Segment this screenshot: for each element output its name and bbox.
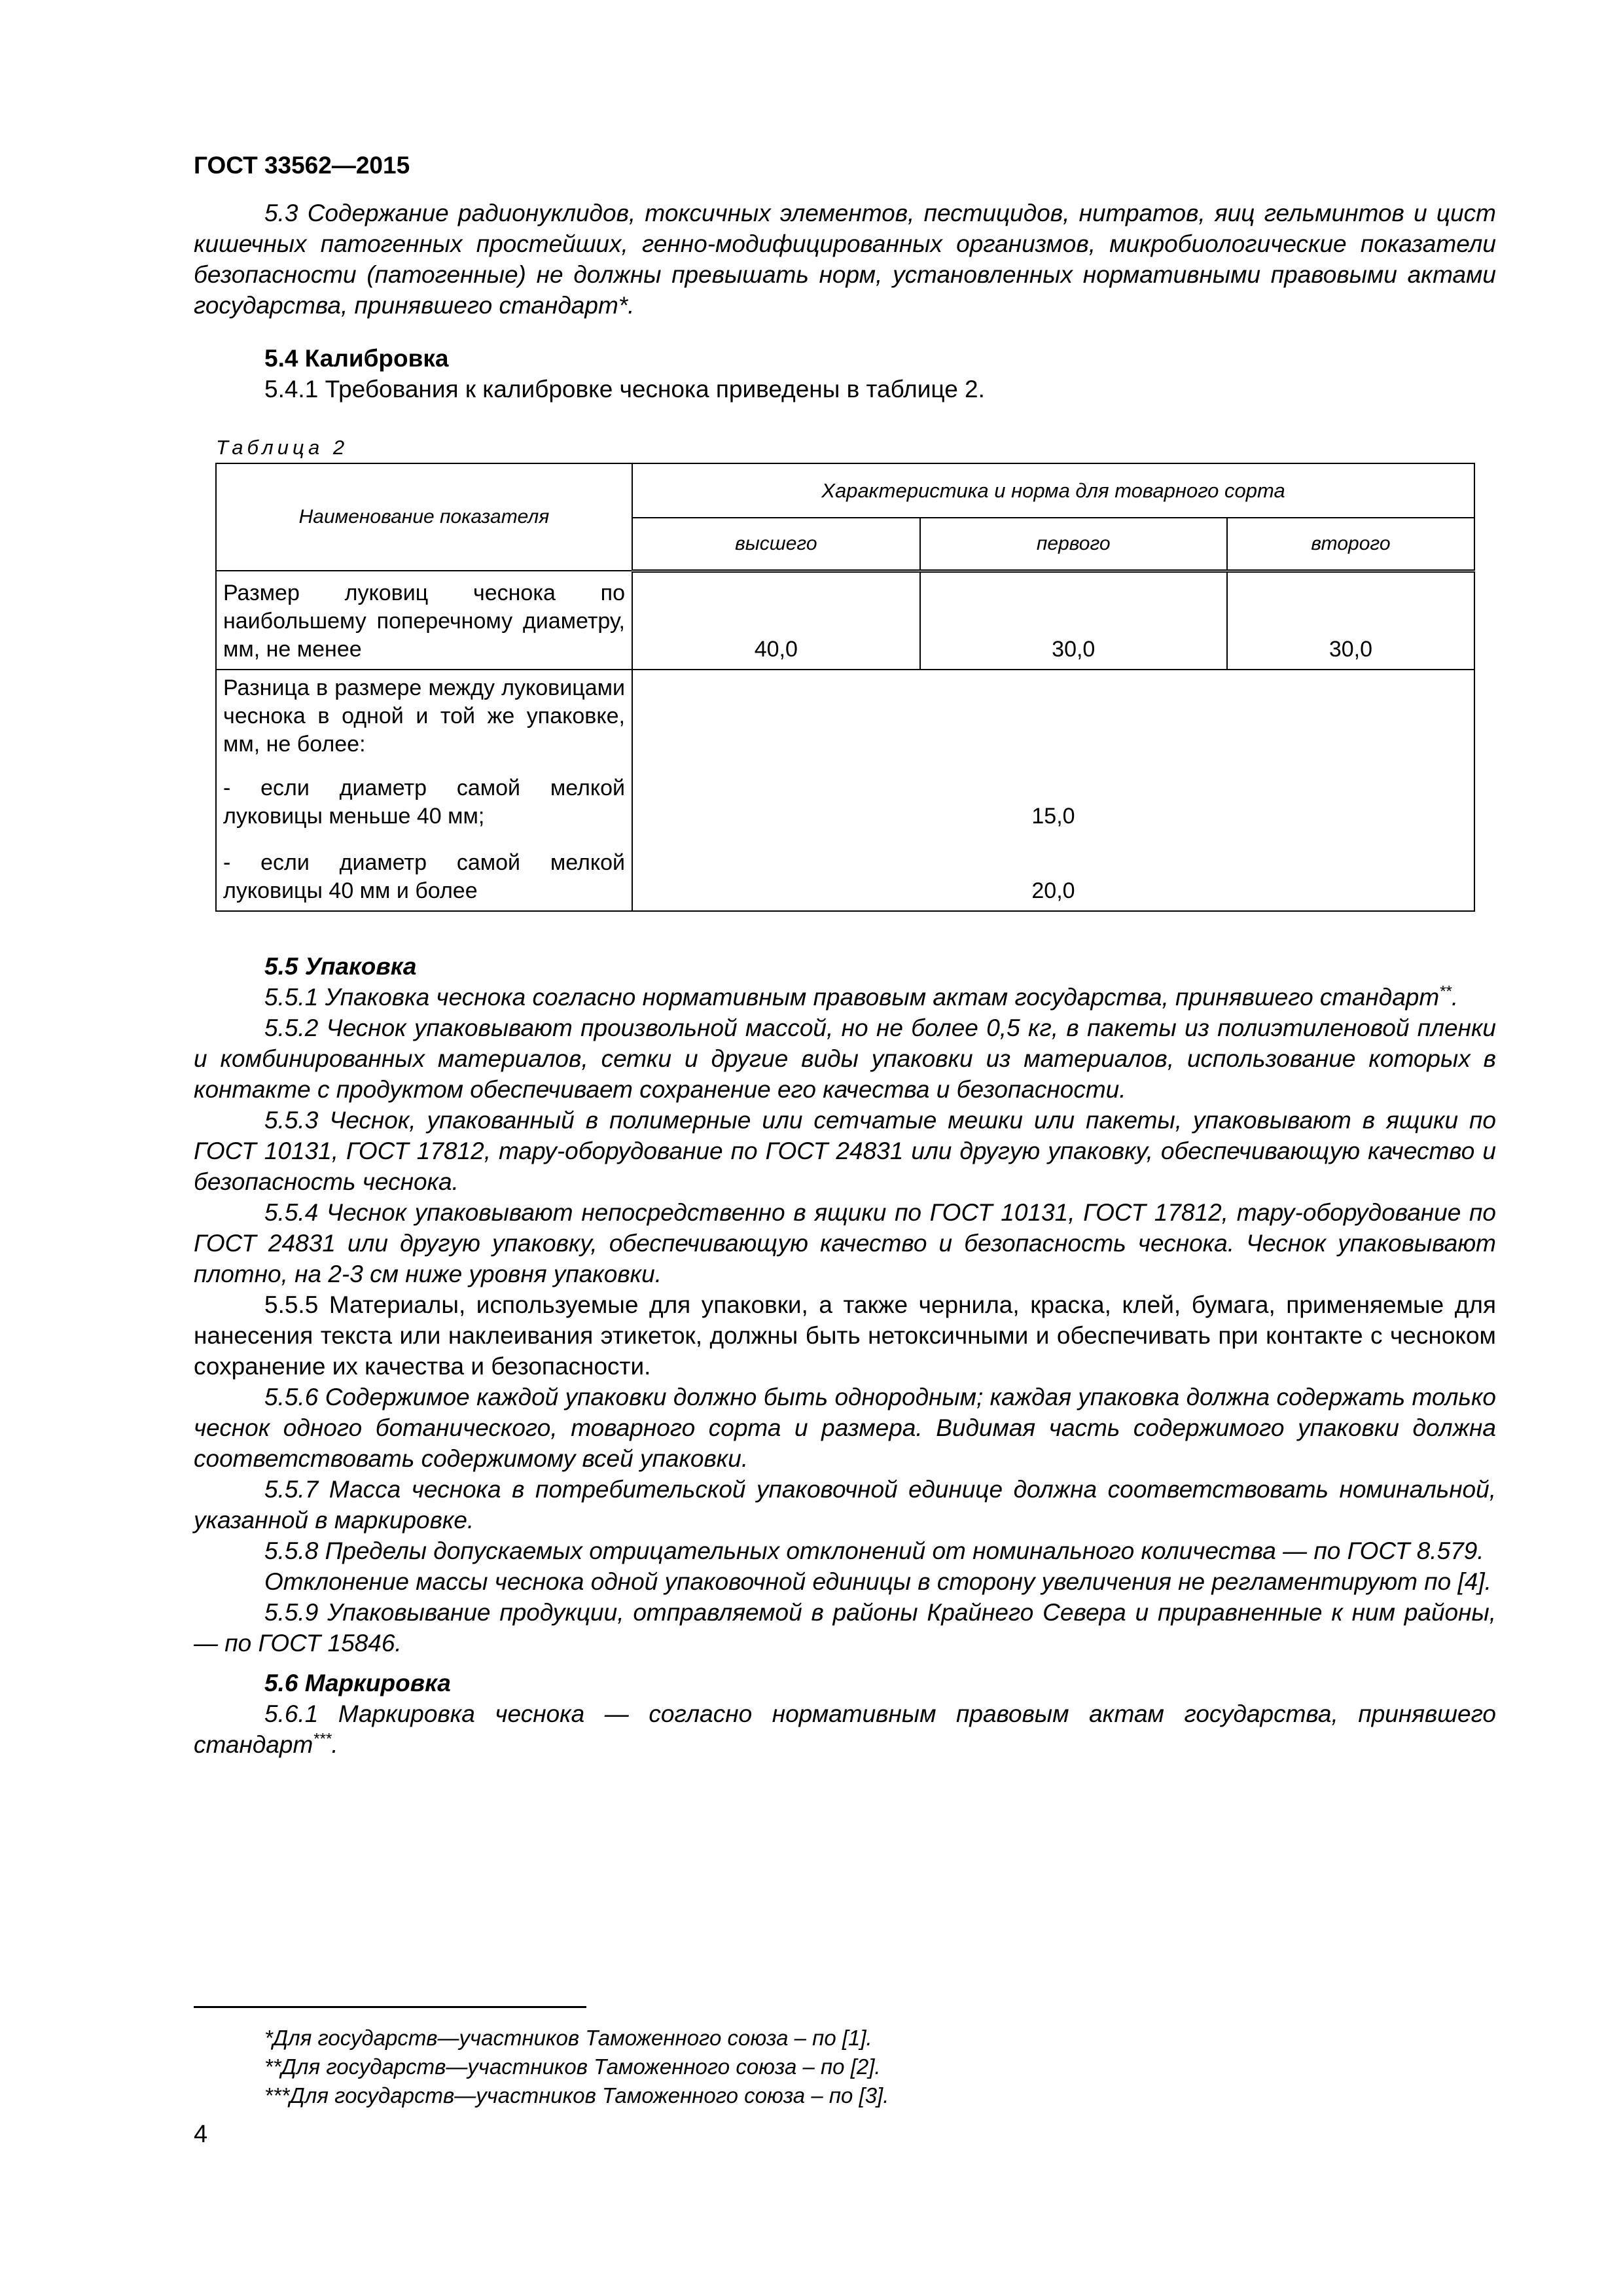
table-head-grade-first: первого [920, 518, 1227, 571]
page-number: 4 [194, 2121, 208, 2148]
footnote-1: *Для государств—участников Таможенного союза – по [1]. [264, 2026, 872, 2050]
paragraph-5-5-3: 5.5.3 Чеснок, упакованный в полимерные или сетчатые мешки или пакеты, упаковывают в ящики по ГОСТ 10131, ГОСТ 17812, тару-оборудование по ГОСТ 24831 или другую упаковку, обеспечивающую качество и безопасность чеснока. [194, 1107, 1496, 1195]
paragraph-5-5-8: 5.5.8 Пределы допускаемых отрицательных отклонений от номинального количества — по ГОСТ 8.579. [264, 1537, 1484, 1564]
section-5-5 [194, 951, 1496, 1760]
paragraph-5-5-4: 5.5.4 Чеснок упаковывают непосредственно в ящики по ГОСТ 10131, ГОСТ 17812, тару-оборудование по ГОСТ 24831 или другую упаковку, обеспечивающую качество и безопасность чеснока. Чеснок упаковывают плотно, на 2-3 см ниже уровня упаковки. [194, 1199, 1496, 1287]
paragraph-5-3: 5.3 Содержание радионуклидов, токсичных элементов, пестицидов, нитратов, яиц гельминтов и цист кишечных патогенных простейших, генно-модифицированных организмов, микробиологические показатели безопасности (патогенные) не должны превышать норм, установленных нормативными правовыми актами государства, принявшего стандарт*. [194, 200, 1496, 319]
table-row [216, 571, 1474, 670]
table-head-grade-second: второго [1227, 518, 1474, 571]
section-5-4 [194, 343, 1496, 404]
table-row [216, 836, 1474, 911]
row-name-40-and-more: - если диаметр самой мелкой луковицы 40 мм и более [216, 836, 632, 911]
table-head-name: Наименование показателя [216, 463, 632, 571]
footnotes [264, 2024, 889, 2110]
value-20: 20,0 [632, 836, 1474, 911]
table-caption: Таблица 2 [216, 436, 349, 459]
paragraph-5-5-6: 5.5.6 Содержимое каждой упаковки должно быть однородным; каждая упаковка должна содержать только чеснок одного ботанического, товарного сорта и размера. Видимая часть содержимого упаковки должна соответствовать содержимому всей упаковки. [194, 1384, 1496, 1472]
footnote-ref-2: ** [1439, 982, 1452, 1001]
section-5-3 [194, 198, 1496, 321]
paragraph-5-5-7: 5.5.7 Масса чеснока в потребительской упаковочной единице должна соответствовать номинальной, указанной в маркировке. [194, 1476, 1496, 1534]
paragraph-5-5-9: 5.5.9 Упаковывание продукции, отправляемой в районы Крайнего Севера и приравненные к ним районы, — по ГОСТ 15846. [194, 1599, 1496, 1657]
footnote-2: **Для государств—участников Таможенного союза – по [2]. [264, 2054, 881, 2079]
paragraph-5-6-1: 5.6.1 Маркировка чеснока — согласно нормативным правовым актам государства, принявшего стандарт***. [194, 1700, 1496, 1758]
footnote-separator [194, 2006, 586, 2008]
calibration-table [215, 463, 1475, 912]
row-name-less-than-40: - если диаметр самой мелкой луковицы меньше 40 мм; [216, 764, 632, 836]
paragraph-5-5-2: 5.5.2 Чеснок упаковывают произвольной массой, но не более 0,5 кг, в пакеты из полиэтиленовой пленки и комбинированных материалов, сетки и другие виды упаковки из материалов, использование которых в контакте с продуктом обеспечивает сохранение его качества и безопасности. [194, 1014, 1496, 1103]
table-head-grade-highest: высшего [632, 518, 920, 571]
table-row [216, 670, 1474, 764]
paragraph-5-5-8-note: Отклонение массы чеснока одной упаковочной единицы в сторону увеличения не регламентируют по [4]. [264, 1568, 1491, 1595]
table-row [216, 764, 1474, 836]
value-empty [632, 670, 1474, 764]
table-head-group: Характеристика и норма для товарного сорта [632, 463, 1474, 518]
value-first: 30,0 [920, 571, 1227, 670]
footnote-3: ***Для государств—участников Таможенного союза – по [3]. [264, 2083, 889, 2108]
paragraph-5-5-5: 5.5.5 Материалы, используемые для упаковки, а также чернила, краска, клей, бумага, применяемые для нанесения текста или наклеивания этикеток, должны быть нетоксичными и обеспечивать при контакте с чесноком сохранение их качества и безопасности. [194, 1291, 1496, 1380]
heading-5-4: 5.4 Калибровка [264, 345, 449, 372]
row-name-bulb-size: Размер луковиц чеснока по наибольшему поперечному диаметру, мм, не менее [216, 571, 632, 670]
footnote-ref-3: *** [313, 1730, 332, 1748]
heading-5-5: 5.5 Упаковка [264, 953, 417, 980]
paragraph-5-4-1: 5.4.1 Требования к калибровке чеснока приведены в таблице 2. [264, 376, 985, 403]
row-name-size-difference: Разница в размере между луковицами чеснока в одной и той же упаковке, мм, не более: [216, 670, 632, 764]
value-second: 30,0 [1227, 571, 1474, 670]
heading-5-6: 5.6 Маркировка [264, 1670, 451, 1696]
paragraph-5-5-1: 5.5.1 Упаковка чеснока согласно нормативным правовым актам государства, принявшего стандарт**. [264, 982, 1459, 1011]
document-header: ГОСТ 33562—2015 [194, 152, 410, 179]
value-15: 15,0 [632, 764, 1474, 836]
value-highest: 40,0 [632, 571, 920, 670]
